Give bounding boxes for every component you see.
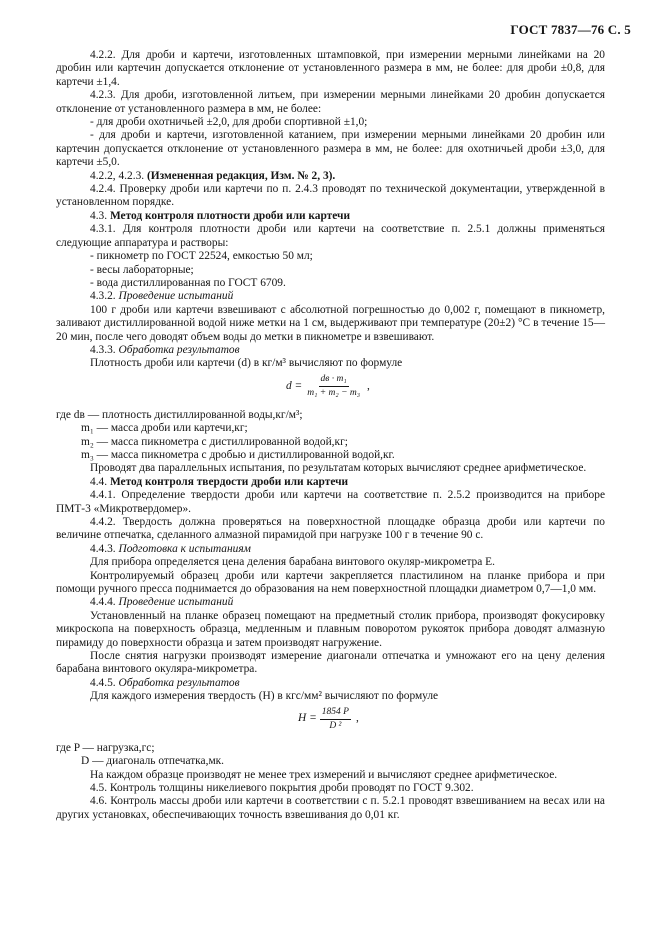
paragraph-4-4-1: 4.4.1. Определение твердости дроби или картечи на соответствие п. 2.5.2 производится на приборе ПМТ-3 «Микротвердомер». — [56, 489, 605, 515]
paragraph-loading: Установленный на планке образец помещают на предметный столик прибора, производят фокусировку микроскопа на поверхность образца, медленным и плавным поворотом рукояток прибора доводят алмазную пирамиду до поверхности образца и затем производят нагружение. — [56, 609, 605, 649]
subsection-title: Проведение испытаний — [118, 596, 234, 609]
section-number: 4.4.4. — [90, 596, 119, 609]
section-number: 4.3.2. — [90, 290, 119, 303]
document-body — [56, 49, 605, 822]
formula-intro: Для каждого измерения твердость (H) в кгс/мм² вычисляют по формуле — [90, 690, 439, 703]
hardness-formula — [56, 705, 605, 741]
page-header: ГОСТ 7837—76 С. 5 — [510, 22, 631, 37]
legend-line: где P — нагрузка,гс; — [56, 741, 155, 754]
subheading-4-4-3 — [56, 543, 605, 556]
legend-line: m₂ — масса пикнометра с дистиллированной водой,кг; — [81, 435, 348, 448]
fraction-denominator: m₁ + m₂ − m₃ — [307, 387, 361, 398]
section-title: Метод контроля твердости дроби или картечи — [109, 475, 349, 488]
section-number: 4.4.3. — [90, 542, 119, 555]
list-item: - весы лабораторные; — [90, 263, 194, 276]
paragraph-4-2-2: 4.2.2. Для дроби и картечи, изготовленных штамповкой, при измерении мерными линейками на 20 дробин или картечин допускается отклонение от установленного размера в мм, не более: для дроби ±0,8, для картечи ±1,4. — [56, 49, 605, 88]
paragraph-measurement: После снятия нагрузки производят измерение диагонали отпечатка и умножают его на цену деления барабана винтового окуляра-микрометра. — [56, 650, 605, 676]
fraction-numerator: 1854 P — [320, 707, 351, 720]
paragraph-parallel-tests: Проводят два параллельных испытания, по результатам которых вычисляют среднее арифметическое. — [90, 462, 587, 475]
paragraph-4-4-2: 4.4.2. Твердость должна проверяться на поверхностной площадке образца дроби или картечи по величине отпечатка, сделанного алмазной пирамидой при нагрузке 100 г в течение 90 с. — [56, 516, 605, 542]
section-number: 4.3. — [90, 209, 110, 222]
paragraph-test-procedure: 100 г дроби или картечи взвешивают с абсолютной погрешностью до 0,002 г, помещают в пикнометр, заливают дистиллированной водой ниже метки на 1 см, выдерживают при температуре (20±2) °С в течение 15—20 мин, после чего доводят объем воды до метки в пикнометре и взвешивают. — [56, 303, 605, 343]
section-heading-4-4 — [56, 476, 605, 489]
paragraph-4-2-3: 4.2.3. Для дроби, изготовленной литьем, при измерении мерными линейками 20 дробин допускается отклонение от установленного размера в мм, не более: — [56, 89, 605, 115]
paragraph-4-6: 4.6. Контроль массы дроби или картечи в соответствии с п. 5.2.1 проводят взвешиванием на весах или на других установках, обеспечивающих точность взвешивания до 0,01 кг. — [56, 795, 605, 821]
subheading-4-4-5 — [56, 677, 605, 690]
paragraph-sample-prep: Контролируемый образец дроби или картечи закрепляется пластилином на планке прибора и при помощи ручного пресса поднимается до образования на нем поверхностной площадки диаметром 0,7—1,0 мм. — [56, 569, 605, 596]
section-number: 4.4. — [90, 475, 110, 488]
subsection-title: Проведение испытаний — [118, 290, 234, 303]
list-item: - пикнометр по ГОСТ 22524, емкостью 50 мл; — [90, 250, 313, 263]
formula-comma: , — [367, 379, 370, 392]
paragraph-repeat-measurements: На каждом образце производят не менее трех измерений и вычисляют среднее арифметическое. — [90, 768, 558, 781]
formula-lhs: H = — [298, 712, 317, 725]
section-heading-4-3 — [56, 210, 605, 223]
subsection-title: Подготовка к испытаниям — [118, 542, 251, 555]
legend-line: m₁ — масса дроби или картечи,кг; — [81, 422, 248, 435]
fraction — [305, 374, 362, 399]
fraction-numerator: dв · m₁ — [319, 374, 349, 387]
section-title: Метод контроля плотности дроби или картечи — [109, 209, 351, 222]
amendment-note — [56, 170, 605, 183]
subheading-4-4-4 — [56, 596, 605, 609]
density-formula — [56, 372, 605, 408]
list-item: - для дроби и картечи, изготовленной катанием, при измерении мерными линейками 20 дробин или картечин допускается отклонение от установленного размера в мм, не более: для охотничьей дроби ±3,0, для картечи ±5,0. — [56, 129, 605, 169]
legend-line: где dв — плотность дистиллированной воды,кг/м³; — [56, 408, 303, 421]
legend-line: m₃ — масса пикнометра с дробью и дистиллированной водой,кг. — [81, 448, 395, 461]
list-item: - вода дистиллированная по ГОСТ 6709. — [90, 276, 286, 289]
formula-intro: Плотность дроби или картечи (d) в кг/м³ вычисляют по формуле — [90, 357, 403, 370]
formula-comma: , — [355, 712, 359, 725]
subsection-title: Обработка результатов — [118, 343, 240, 356]
paragraph-4-2-4: 4.2.4. Проверку дроби или картечи по п. 2.4.3 проводят по технической документации, утвержденной в установленном порядке. — [56, 183, 605, 209]
subheading-4-3-2 — [56, 290, 605, 303]
paragraph-calibration: Для прибора определяется цена деления барабана винтового окуляр-микрометра E. — [90, 556, 495, 569]
list-item: - для дроби охотничьей ±2,0, для дроби спортивной ±1,0; — [90, 116, 368, 129]
paragraph-4-3-1: 4.3.1. Для контроля плотности дроби или картечи на соответствие п. 2.5.1 должны применяться следующие аппаратура и растворы: — [56, 223, 605, 249]
paragraph-4-5: 4.5. Контроль толщины никелиевого покрытия дроби проводят по ГОСТ 9.302. — [90, 781, 474, 794]
subsection-title: Обработка результатов — [118, 676, 240, 689]
legend-line: D — диагональ отпечатка,мк. — [81, 755, 225, 768]
fraction — [320, 707, 351, 732]
section-number: 4.4.5. — [90, 676, 119, 689]
amendment-text: (Измененная редакция, Изм. № 2, 3). — [146, 169, 336, 182]
amendment-ref: 4.2.2, 4.2.3. — [90, 169, 147, 182]
formula-lhs: d = — [286, 379, 303, 392]
section-number: 4.3.3. — [90, 343, 119, 356]
subheading-4-3-3 — [56, 344, 605, 357]
fraction-denominator: D ² — [329, 720, 342, 731]
